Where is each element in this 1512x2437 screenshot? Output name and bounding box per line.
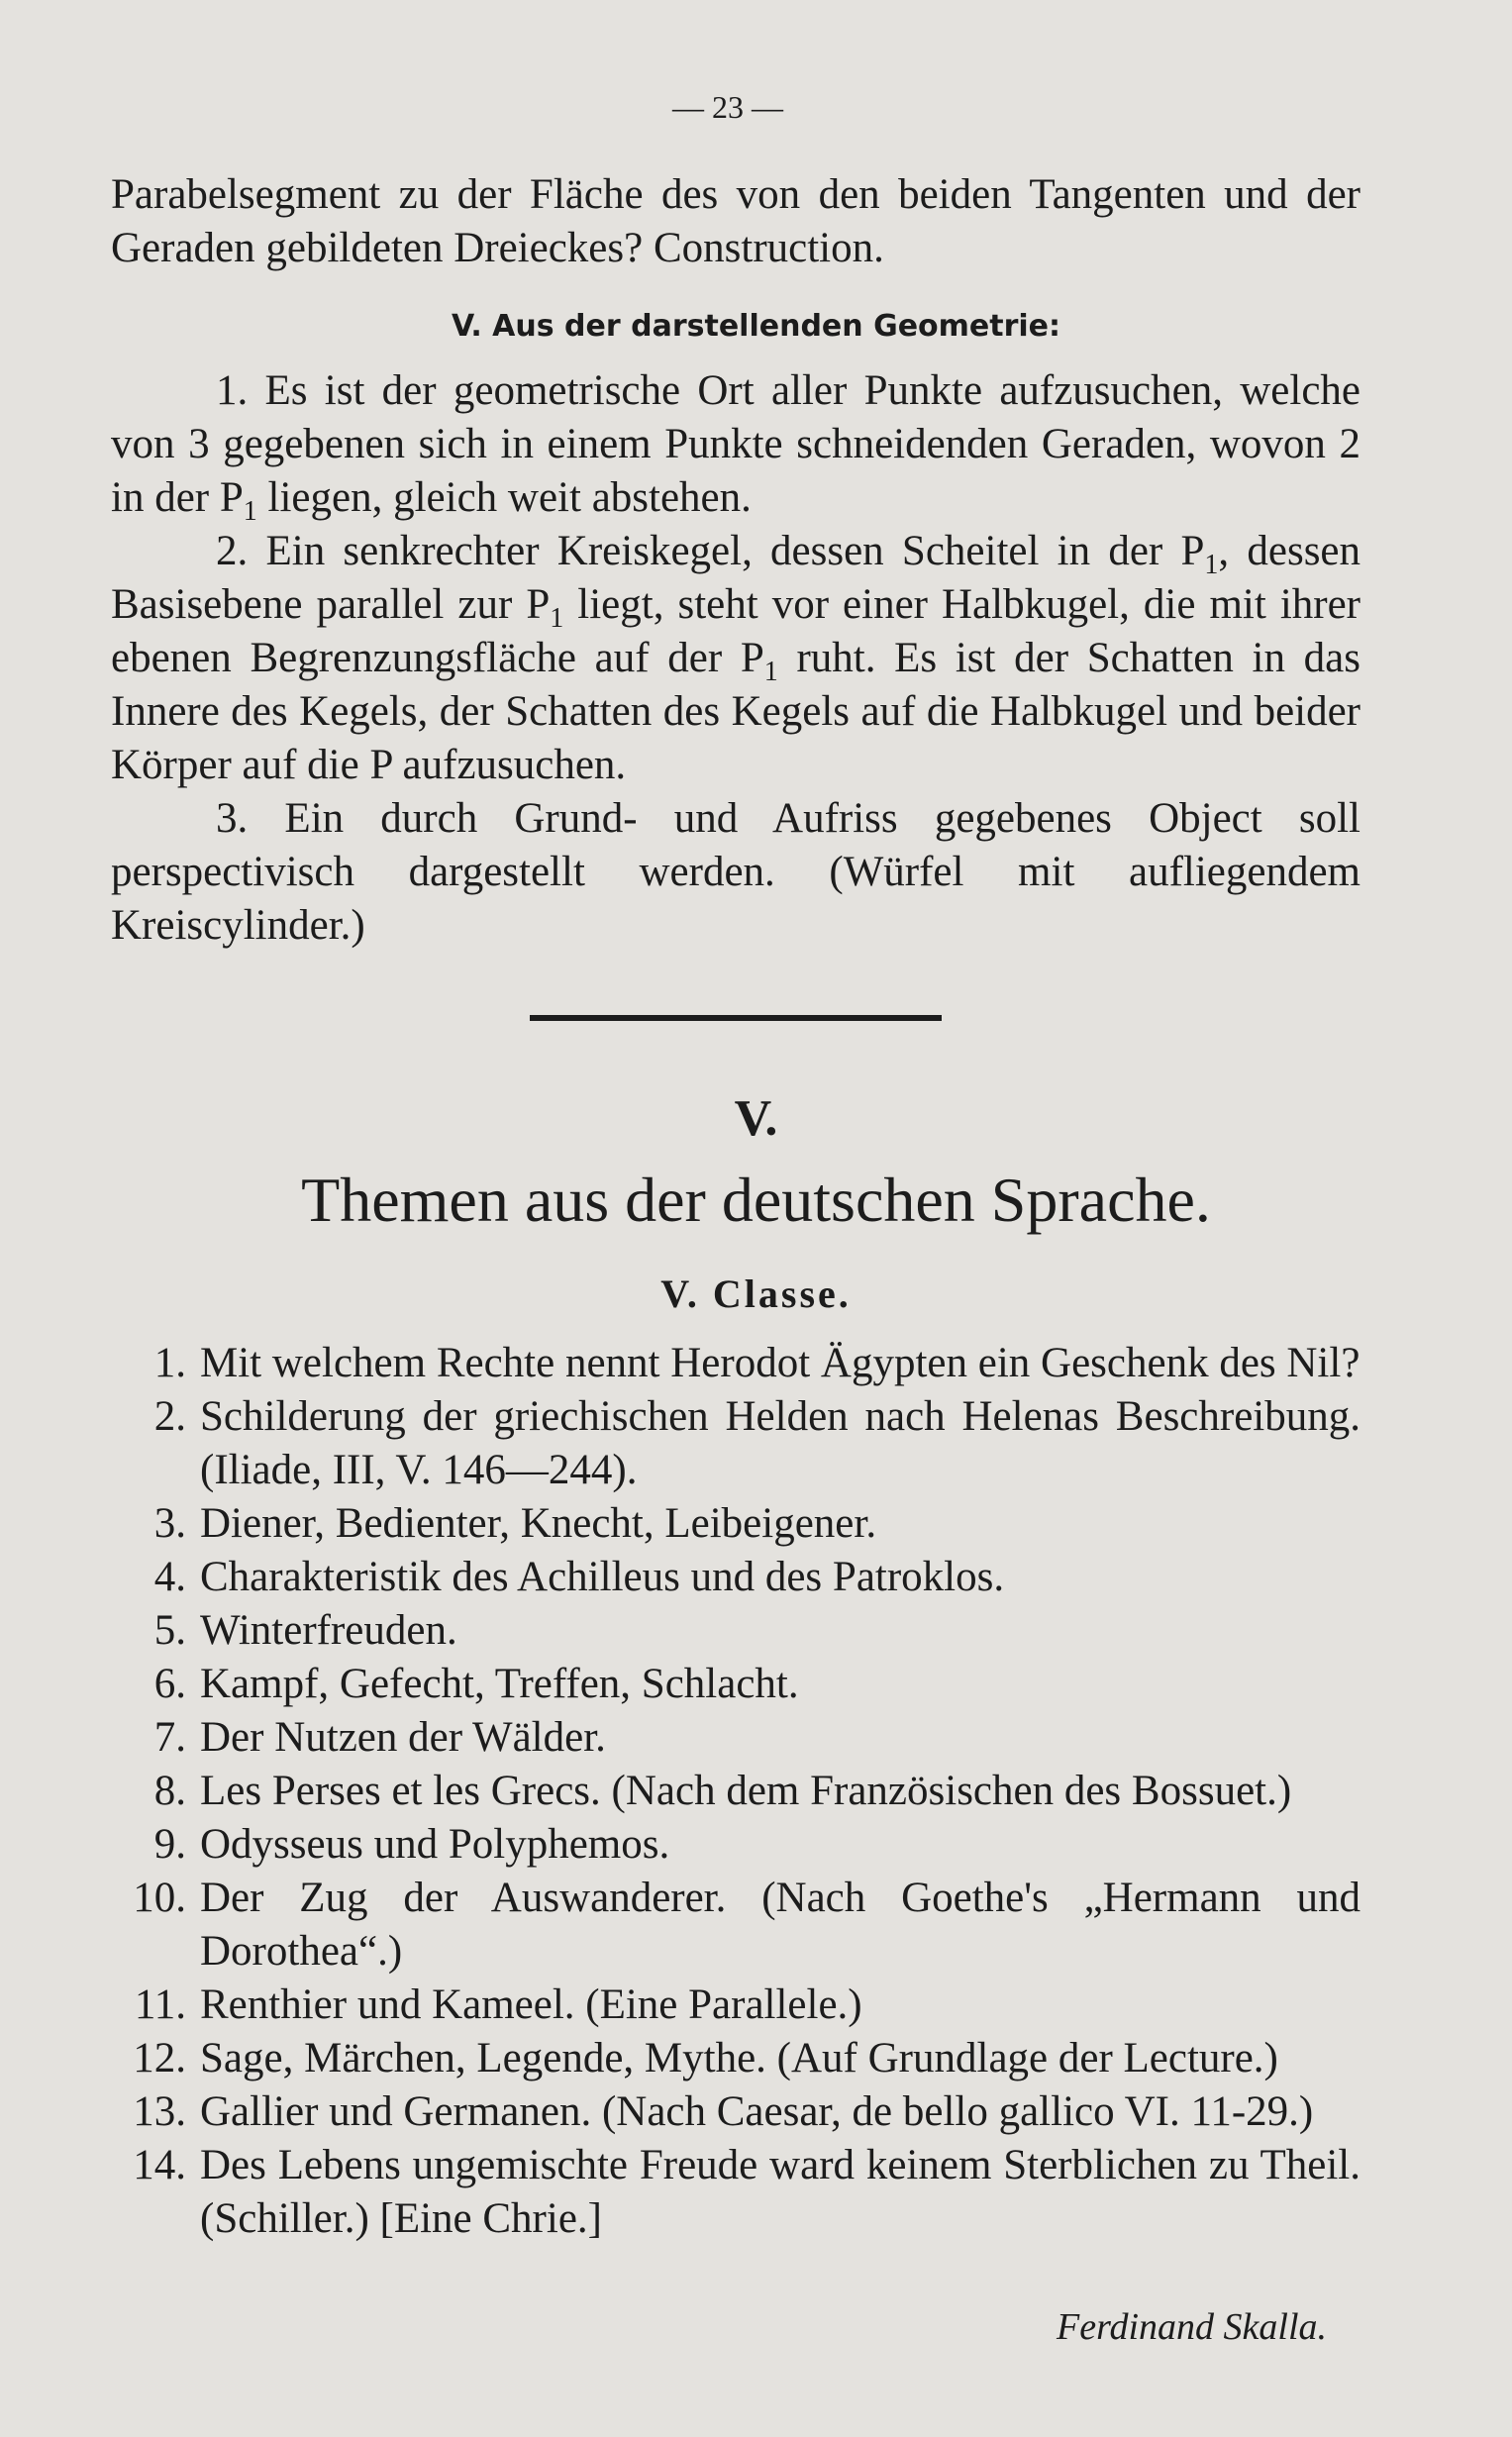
list-item [111, 1818, 1361, 1872]
list-item-text: Des Lebens ungemischte Freude ward keinem Sterblichen zu Theil. (Schiller.) [Eine Chrie.] [200, 2142, 1361, 2242]
list-item-text: Les Perses et les Grecs. (Nach dem Französischen des Bossuet.) [200, 1768, 1292, 1814]
list-item [111, 1979, 1361, 2032]
list-item [111, 1658, 1361, 1711]
intro-paragraph [111, 168, 1361, 275]
list-item-text: Odysseus und Polyphemos. [200, 1821, 670, 1868]
list-item-text: Gallier und Germanen. (Nach Caesar, de bello gallico VI. 11-29.) [200, 2088, 1314, 2135]
list-item [111, 1390, 1361, 1497]
list-item [111, 1551, 1361, 1604]
author-signature: Ferdinand Skalla. [1057, 2306, 1327, 2348]
intro-text: Parabelsegment zu der Fläche des von den beiden Tangenten und der Geraden gebildeten Dreieckes? Construction. [111, 171, 1361, 271]
geometry-task-3: 3. Ein durch Grund- und Aufriss gegebenes Object soll perspectivisch dargestellt werden. (Würfel mit aufliegendem Kreiscylinder.) [111, 795, 1361, 949]
section-title: Themen aus der deutschen Sprache. [301, 1165, 1211, 1235]
list-item-number: 13. [133, 2088, 186, 2135]
list-item [111, 1711, 1361, 1765]
list-item-number: 8. [153, 1768, 186, 1814]
list-item-number: 1. [153, 1340, 186, 1386]
list-item-number: 12. [133, 2035, 186, 2082]
list-item-text: Renthier und Kameel. (Eine Parallele.) [200, 1981, 862, 2028]
list-item-text: Mit welchem Rechte nennt Herodot Ägypten ein Geschenk des Nil? [200, 1340, 1361, 1386]
list-item [111, 1337, 1361, 1390]
list-item [111, 1604, 1361, 1658]
list-item [111, 2085, 1361, 2139]
list-item-number: 4. [153, 1554, 186, 1600]
list-item-text: Sage, Märchen, Legende, Mythe. (Auf Grundlage der Lecture.) [200, 2035, 1278, 2082]
list-item-text: Schilderung der griechischen Helden nach Helenas Beschreibung. (Iliade, III, V. 146—244). [200, 1393, 1361, 1493]
geometry-task-2: 2. Ein senkrechter Kreiskegel, dessen Scheitel in der $P_1$, dessen Basisebene parallel zur $P_1$ liegt, steht vor einer Halbkugel, die mit ihrer ebenen Begrenzungsfläche auf der $P_1$ ruht. Es ist der Schatten in das Innere des Kegels, der Schatten des Kegels auf die Halbkugel und beider Körper auf die P aufzusuchen. [111, 528, 1361, 788]
list-item-text: Winterfreuden. [200, 1607, 457, 1654]
page-number: — 23 — [672, 89, 783, 125]
section-number: V. [734, 1090, 778, 1147]
list-item-text: Diener, Bedienter, Knecht, Leibeigener. [200, 1500, 877, 1547]
list-item-number: 3. [153, 1500, 186, 1547]
list-item-number: 2. [153, 1393, 186, 1440]
list-item [111, 1765, 1361, 1818]
list-item-text: Kampf, Gefecht, Treffen, Schlacht. [200, 1661, 799, 1707]
list-item [111, 1497, 1361, 1551]
list-item-text: Der Zug der Auswanderer. (Nach Goethe's „Hermann und Dorothea“.) [200, 1875, 1361, 1975]
geometry-tasks [111, 364, 1361, 953]
list-item-number: 6. [153, 1661, 186, 1707]
list-item [111, 2032, 1361, 2085]
list-item-number: 10. [133, 1875, 186, 1921]
list-item-number: 9. [153, 1821, 186, 1868]
list-item-number: 7. [153, 1714, 186, 1761]
list-item-number: 14. [133, 2142, 186, 2188]
geometry-task-1: 1. Es ist der geometrische Ort aller Punkte aufzusuchen, welche von 3 gegebenen sich in einem Punkte schneidenden Geraden, wovon 2 in der $P_1$ liegen, gleich weit abstehen. [111, 367, 1361, 527]
list-item-text: Der Nutzen der Wälder. [200, 1714, 606, 1761]
geometry-heading: V. Aus der darstellenden Geometrie: [451, 309, 1061, 344]
list-item [111, 2139, 1361, 2246]
class-heading: V. Classe. [660, 1271, 852, 1316]
list-item [111, 1872, 1361, 1979]
list-item-number: 5. [153, 1607, 186, 1654]
list-item-number: 11. [134, 1981, 186, 2028]
themes-list [111, 1337, 1361, 2246]
list-item-text: Charakteristik des Achilleus und des Patroklos. [200, 1554, 1005, 1600]
section-divider [530, 1015, 942, 1021]
